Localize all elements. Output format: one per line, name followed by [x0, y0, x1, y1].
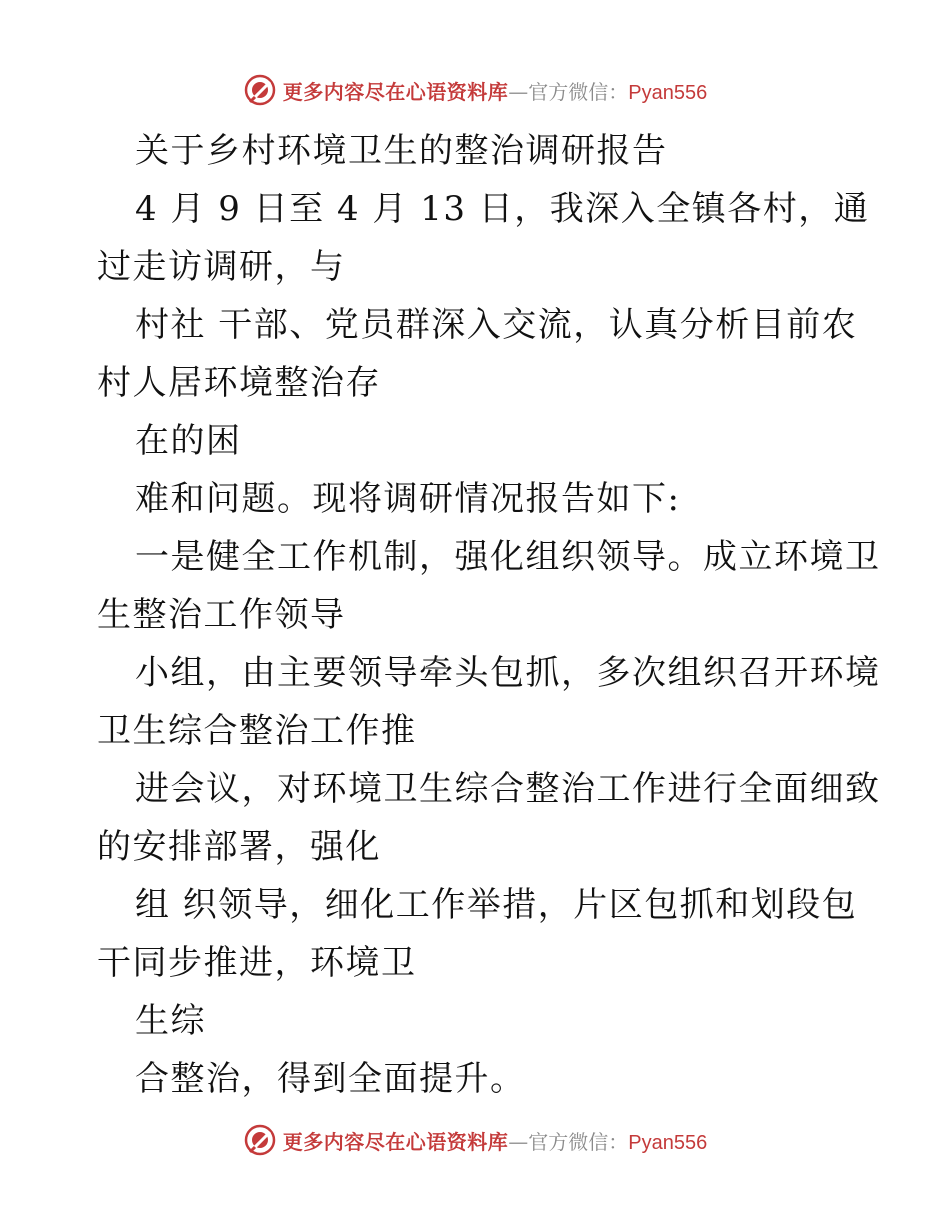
- paragraph-line: 村人居环境整治存: [97, 363, 381, 403]
- banner-main-text: 更多内容尽在心语资料库: [282, 1129, 509, 1154]
- paragraph-line: 卫生综合整治工作推: [97, 711, 417, 751]
- paragraph-line: 4 月 9 日至 4 月 13 日，我深入全镇各村，通: [135, 189, 870, 229]
- banner-wechat-id: Pyan556: [628, 1131, 708, 1154]
- red-pen-logo-icon: [243, 1123, 277, 1157]
- paragraph-line: 难和问题。现将调研情况报告如下:: [135, 479, 681, 519]
- paragraph-line: 组 织领导，细化工作举措，片区包抓和划段包: [135, 885, 858, 925]
- banner-dash: —: [508, 79, 529, 104]
- header-banner: [0, 70, 950, 110]
- paragraph-line: 生综: [135, 1001, 206, 1041]
- footer-banner: [0, 1120, 950, 1160]
- paragraph-line: 过走访调研，与: [97, 247, 346, 287]
- banner-main-text: 更多内容尽在心语资料库: [282, 79, 509, 104]
- document-title: 关于乡村环境卫生的整治调研报告: [135, 131, 668, 171]
- red-pen-logo-icon: [243, 73, 277, 107]
- banner-wechat-label: 官方微信：: [528, 79, 629, 104]
- banner-dash: —: [508, 1129, 529, 1154]
- paragraph-line: 进会议，对环境卫生综合整治工作进行全面细致: [135, 769, 881, 809]
- paragraph-line: 生整治工作领导: [97, 595, 346, 635]
- paragraph-line: 合整治，得到全面提升。: [135, 1059, 526, 1099]
- paragraph-line: 一是健全工作机制，强化组织领导。成立环境卫: [135, 537, 881, 577]
- document-body: [97, 122, 881, 1108]
- banner-wechat-id: Pyan556: [628, 81, 708, 104]
- paragraph-line: 村社 干部、党员群深入交流，认真分析目前农: [135, 305, 858, 345]
- paragraph-line: 小组，由主要领导牵头包抓，多次组织召开环境: [135, 653, 881, 693]
- banner-wechat-label: 官方微信：: [528, 1129, 629, 1154]
- paragraph-line: 在的困: [135, 421, 242, 461]
- paragraph-line: 干同步推进，环境卫: [97, 943, 417, 983]
- paragraph-line: 的安排部署，强化: [97, 827, 381, 867]
